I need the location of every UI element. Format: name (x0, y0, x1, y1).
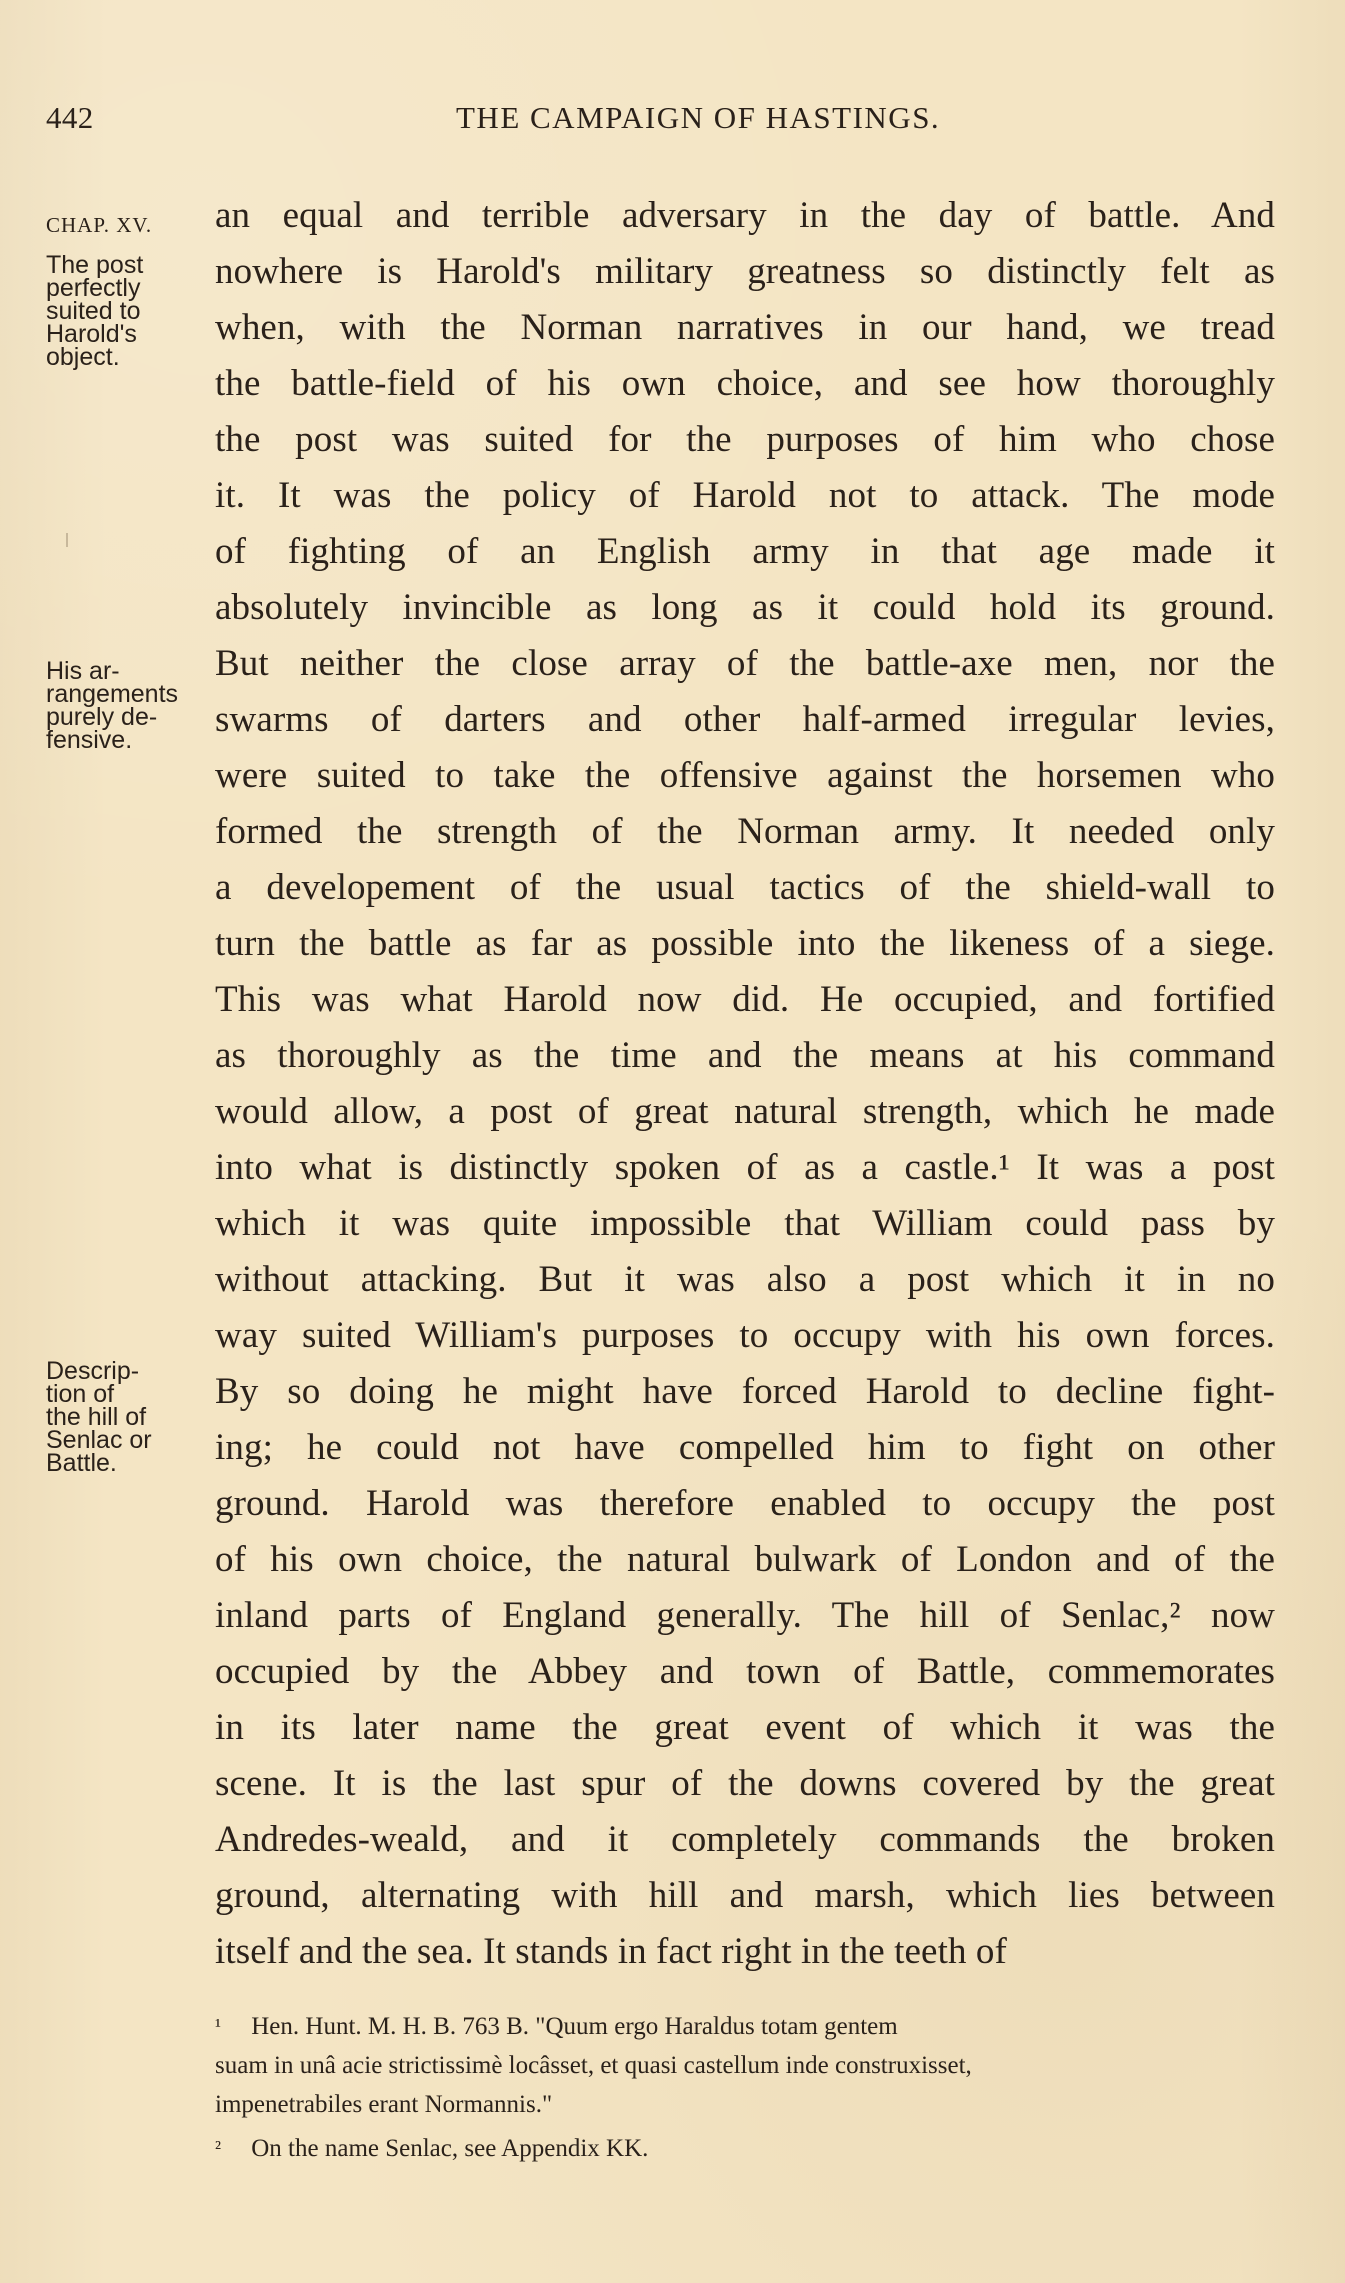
page-mark (66, 533, 68, 547)
margin-note-hill-description: Descrip- tion of the hill of Senlac or Battle. (46, 1357, 152, 1477)
body-line: turn the battle as far as possible into the likeness of a siege. (215, 923, 1275, 964)
page-number: 442 (46, 100, 94, 135)
body-line: were suited to take the offensive against the horsemen who (215, 755, 1275, 796)
body-line: of fighting of an English army in that age made it (215, 531, 1275, 572)
body-line: a developement of the usual tactics of the shield-wall to (215, 867, 1275, 908)
body-line: inland parts of England generally. The hill of Senlac,² now (215, 1595, 1275, 1636)
body-line: in its later name the great event of which it was the (215, 1707, 1275, 1748)
body-line: Andredes-weald, and it completely commands the broken (215, 1819, 1275, 1860)
margin-note-post-suited: The post perfectly suited to Harold's object. (46, 251, 144, 371)
margin-notes (46, 188, 216, 1908)
running-title: THE CAMPAIGN OF HASTINGS. (456, 100, 941, 135)
footnote-text: suam in unâ acie strictissimè locâsset, et quasi castellum inde construxisset, (215, 2052, 972, 2079)
footnote-1-line-3 (215, 2085, 1275, 2124)
body-line: way suited William's purposes to occupy with his own forces. (215, 1315, 1275, 1356)
body-line: which it was quite impossible that William could pass by (215, 1203, 1275, 1244)
body-line: absolutely invincible as long as it could hold its ground. (215, 587, 1275, 628)
body-line: scene. It is the last spur of the downs covered by the great (215, 1763, 1275, 1804)
body-line: the post was suited for the purposes of him who chose (215, 419, 1275, 460)
body-line: ing; he could not have compelled him to fight on other (215, 1427, 1275, 1468)
body-line: would allow, a post of great natural strength, which he made (215, 1091, 1275, 1132)
body-line: without attacking. But it was also a post which it in no (215, 1259, 1275, 1300)
body-line: of his own choice, the natural bulwark of London and of the (215, 1539, 1275, 1580)
body-line: it. It was the policy of Harold not to attack. The mode (215, 475, 1275, 516)
footnote-1-line-2 (215, 2046, 1275, 2085)
body-line: an equal and terrible adversary in the day of battle. And (215, 195, 1275, 236)
body-line: when, with the Norman narratives in our hand, we tread (215, 307, 1275, 348)
page-header (46, 100, 1275, 144)
footnote-text: impenetrabiles erant Normannis." (215, 2091, 553, 2118)
body-line: swarms of darters and other half-armed irregular levies, (215, 699, 1275, 740)
body-line: formed the strength of the Norman army. It needed only (215, 811, 1275, 852)
body-line: the battle-field of his own choice, and see how thoroughly (215, 363, 1275, 404)
footnote-marker: ² (215, 2137, 221, 2159)
body-line: as thoroughly as the time and the means at his command (215, 1035, 1275, 1076)
footnote-marker: ¹ (215, 2015, 221, 2037)
body-line: This was what Harold now did. He occupied, and fortified (215, 979, 1275, 1020)
body-line: ground. Harold was therefore enabled to occupy the post (215, 1483, 1275, 1524)
body-line: ground, alternating with hill and marsh, which lies between (215, 1875, 1275, 1916)
footnote-2 (215, 2129, 1275, 2168)
margin-note-arrangements: His ar- rangements purely de- fensive. (46, 657, 179, 754)
body-line: into what is distinctly spoken of as a castle.¹ It was a post (215, 1147, 1275, 1188)
footnote-text: Hen. Hunt. M. H. B. 763 B. "Quum ergo Haraldus totam gentem (251, 2013, 898, 2040)
footnote-text: On the name Senlac, see Appendix KK. (251, 2135, 649, 2162)
footnote-1-line-1 (215, 2007, 1275, 2046)
body-line: By so doing he might have forced Harold to decline fight- (215, 1371, 1275, 1412)
body-line: occupied by the Abbey and town of Battle, commemorates (215, 1651, 1275, 1692)
body-line: nowhere is Harold's military greatness so distinctly felt as (215, 251, 1275, 292)
body-line: itself and the sea. It stands in fact right in the teeth of (215, 1931, 1007, 1972)
main-text-block (215, 188, 1275, 2028)
body-line: But neither the close array of the battle-axe men, nor the (215, 643, 1275, 684)
chapter-label: CHAP. XV. (46, 213, 153, 237)
